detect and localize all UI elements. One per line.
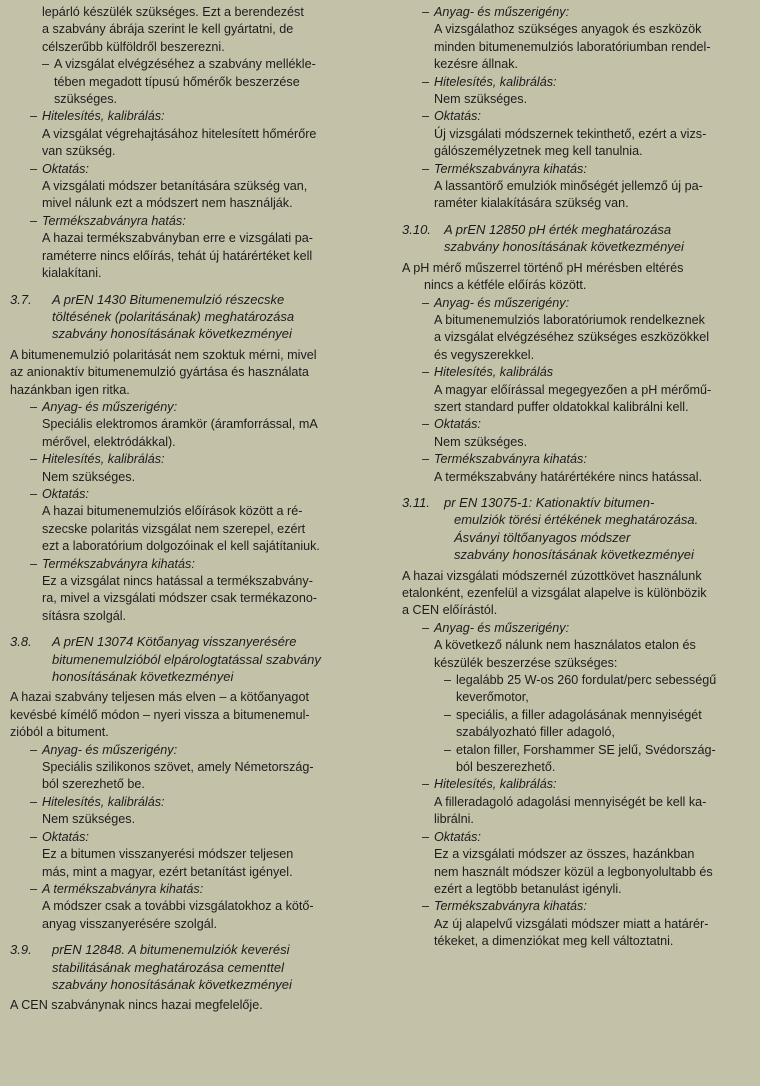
sub-list-item: – speciális, a filler adagolásának mennyiségét szabályozható filler adagoló, [444,707,702,740]
lead-subitem: – A vizsgálat elvégzéséhez a szabvány mellékle- tében megadott típusú hőmérők beszerzése szükséges. [42,57,316,107]
section-intro: A hazai vizsgálati módszernél zúzottkövet használunk etalonként, ezenfelül a vizsgálat alapelve is különbözik a CEN előírástól. [402,568,707,618]
item-heading: Termékszabványra kihatás: [434,452,587,467]
item-heading: Oktatás: [434,417,481,432]
item-heading: Termékszabványra kihatás: [434,899,587,914]
item-heading: Oktatás: [42,161,89,176]
section-heading-3-7: 3.7. A prEN 1430 Bitumenemulzió részecske töltésének (polaritásának) meghatározása szabvány honosításának következményei [10,291,295,342]
section-heading-3-8: 3.8. A prEN 13074 Kötőanyag visszanyerésére bitumenemulzióból elpárologtatással szabvány honosításának következményei [10,634,321,685]
left-column: lepárló készülék szükséges. Ezt a berendezést a szabvány ábrája szerint le kell gyártatni, de célszerűbb külföldről beszerezni. – A vizsgálat elvégzéséhez a szabvány mellékle- tében megadott típusú hőmérők beszerzése szükséges. – Hitelesítés, kalibrálás: A vizsgálat végrehajtásához hitelesített hőmérőre van szükség. – Oktatás: A vizsgálati módszer betanítására szükség van, mivel nálunk ezt a módszert nem használják. – Termékszabványra hatás: A hazai termékszabványban erre e vizsgálati pa- raméterre nincs előírás, tehát új határértéket kell kialakítani. 3.7. A prEN 1430 Bitumenemulzió részecske töltésének (polaritásának) meghatározása szabvány honosításának következményei A bitumenemulzió polaritását nem szoktuk mérni, mivel az anionaktív bitumenemulzió gyártása és használata hazánkban igen ritka. – Anyag- és műszerigény: Speciális elektromos áramkör (áramforrással, mA mérővel, elektródákkal). – Hitelesítés, kalibrálás: Nem szükséges. – Oktatás: A hazai bitumenemulziós előírások között a ré- szecske polaritás vizsgálat nem szerepel, ezért ezt a laboratórium dolgozóinak el kell sajátítaniuk. – Termékszabványra kihatás: Ez a vizsgálat nincs hatással a termékszabvány- ra, mivel a vizsgálati módszer csak termékazono- sításra szolgál. 3.8. A prEN 13074 Kötőanyag visszanyerésére bitumenemulzióból elpárologtatással szabvány honosításának következményei A hazai szabvány teljesen más elven – a kötőanyagot kevésbé kímélő módon – nyeri vissza a bitumenemul- zióból a bitument. – Anyag- és műszerigény: Speciális szilikonos szövet, amely Németország- ból szerezhető be. – Hitelesítés, kalibrálás: Nem szükséges. – Oktatás: Ez a bitumen visszanyerési módszer teljesen más, mint a magyar, ezért betanítást igényel. – A termékszabványra kihatás: A módszer csak a további vizsgálatokhoz a kötő- anyag visszanyerésére szolgál. 3.9. prEN 12848. A bitumenemulziók keverési stabilitásának meghatározása cementtel szabvány honosításának következményei A CEN szabványnak nincs hazai megfelelője. [10,4,362,1015]
item-heading: Anyag- és műszerigény: [42,399,178,414]
item-heading: Hitelesítés, kalibrálás [434,365,553,380]
lead-block: – Termékszabványra hatás: A hazai termékszabványban erre e vizsgálati pa- raméterre nincs előírás, tehát új határértéket kell kialakítani. [30,213,313,281]
item-heading: Oktatás: [42,486,89,501]
right-column: – Anyag- és műszerigény: A vizsgálathoz szükséges anyagok és eszközök minden bitumenemulziós laboratóriumban rendel- kezésre állnak. – Hitelesítés, kalibrálás: Nem szükséges. – Oktatás: Új vizsgálati módszernek tekinthető, ezért a vizs- gálószemélyzetnek meg kell tanulnia. – Termékszabványra kihatás: A lassantörő emulziók minőségét jellemző új pa- raméter kialakítására szükség van. 3.10. A prEN 12850 pH érték meghatározása szabvány honosításának következményei A pH mérő műszerrel történő pH mérésben eltérés nincs a kétféle előírás között. – Anyag- és műszerigény: A bitumenemulziós laboratóriumok rendelkeznek a vizsgálat elvégzéséhez szükséges eszközökkel és vegyszerekkel. – Hitelesítés, kalibrálás A magyar előírással megegyezően a pH mérőmű- szert standard puffer oldatokkal kalibrálni kell. – Oktatás: Nem szükséges. – Termékszabványra kihatás: A termékszabvány határértékére nincs hatással. 3.11. pr EN 13075-1: Kationaktív bitumen- emulziók törési értékének meghatározása. Ásványi töltőanyagos módszer szabvány honosításának következményei A hazai vizsgálati módszernél zúzottkövet használunk etalonként, ezenfelül a vizsgálat alapelve is különbözik a CEN előírástól. – Anyag- és műszerigény: A következő nálunk nem használatos etalon és készülék beszerzése szükséges: – legalább 25 W-os 260 fordulat/perc sebességű keverőmotor, – speciális, a filler adagolásának mennyiségét szabályozható filler adagoló, – etalon filler, Forshammer SE jelű, Svédország- ból beszerezhető. – Hitelesítés, kalibrálás: A filleradagoló adagolási mennyiségét be kell ka- librálni. – Oktatás: Ez a vizsgálati módszer az összes, hazánkban nem használt módszer közül a legbonyolultabb és ezért a legtöbb betanulást igényli. – Termékszabványra kihatás: Az új alapelvű vizsgálati módszer miatt a határér- tékeket, a dimenziókat meg kell változtatni. [402,4,750,951]
item-heading: Termékszabványra kihatás: [42,556,195,571]
section-heading-3-10: 3.10. A prEN 12850 pH érték meghatározása szabvány honosításának következményei [402,221,684,255]
item-heading: Oktatás: [434,829,481,844]
section-intro: A hazai szabvány teljesen más elven – a kötőanyagot kevésbé kímélő módon – nyeri vissza a bitumenemul- zióból a bitument. [10,690,310,740]
item-heading: Hitelesítés, kalibrálás: [42,109,165,124]
item-heading: Oktatás: [42,829,89,844]
item-heading: Anyag- és műszerigény: [434,5,570,19]
sub-list-item: – legalább 25 W-os 260 fordulat/perc sebességű keverőmotor, [444,673,717,705]
section-heading-3-11: 3.11. pr EN 13075-1: Kationaktív bitumen- emulziók törési értékének meghatározása. Ásványi töltőanyagos módszer szabvány honosításának következményei [402,494,699,563]
item-heading: A termékszabványra kihatás: [42,881,204,896]
item-heading: Anyag- és műszerigény: [434,295,570,310]
item-heading: Hitelesítés, kalibrálás: [434,777,557,792]
item-heading: Anyag- és műszerigény: [42,742,178,757]
sub-list-item: – etalon filler, Forshammer SE jelű, Svédország- ból beszerezhető. [444,742,716,775]
lead-block: – Oktatás: A vizsgálati módszer betanítására szükség van, mivel nálunk ezt a módszert nem használják. [30,161,308,211]
section-intro: A pH mérő műszerrel történő pH mérésben eltérés nincs a kétféle előírás között. [402,260,684,293]
section-heading-3-9: 3.9. prEN 12848. A bitumenemulziók keverési stabilitásának meghatározása cementtel szabvány honosításának következményei [10,942,292,992]
item-heading: Hitelesítés, kalibrálás: [434,74,557,89]
lead-block: – Hitelesítés, kalibrálás: A vizsgálat végrehajtásához hitelesített hőmérőre van szükség. [30,109,317,159]
section-intro: A bitumenemulzió polaritását nem szoktuk mérni, mivel az anionaktív bitumenemulzió gyártása és használata hazánkban igen ritka. [10,347,317,397]
item-heading: Hitelesítés, kalibrálás: [42,794,165,809]
lead-text: lepárló készülék szükséges. Ezt a berendezést a szabvány ábrája szerint le kell gyártatni, de célszerűbb külföldről beszerezni. [42,5,304,54]
item-heading: Hitelesítés, kalibrálás: [42,452,165,467]
item-heading: Termékszabványra kihatás: [434,161,587,176]
item-heading: Termékszabványra hatás: [42,213,186,228]
section-intro: A CEN szabványnak nincs hazai megfelelője. [10,998,263,1013]
item-heading: Anyag- és műszerigény: [434,620,570,635]
item-heading: Oktatás: [434,109,481,124]
